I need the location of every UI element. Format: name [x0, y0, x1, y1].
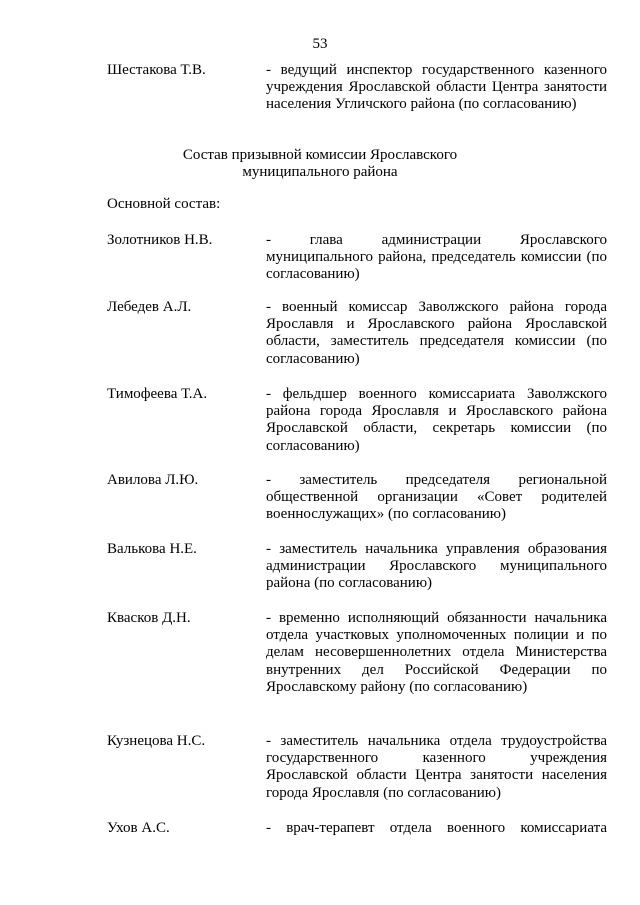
page-number: 53: [312, 36, 328, 52]
member-name: Ухов А.С.: [107, 820, 170, 836]
section-title-line-1: Состав призывной комиссии Ярославского: [182, 147, 458, 163]
member-description: - заместитель председателя региональной общественной организации «Совет родителей военнослужащих» (по согласованию): [266, 472, 607, 523]
member-name: Авилова Л.Ю.: [107, 472, 199, 488]
member-name: Шестакова Т.В.: [107, 62, 206, 78]
member-description: - заместитель начальника отдела трудоустройства государственного казенного учреждения Ярославской области Центра занятости населения города Ярославля (по согласованию): [266, 733, 607, 801]
member-name: Валькова Н.Е.: [107, 541, 197, 557]
member-name: Золотников Н.В.: [107, 232, 213, 248]
member-description: - военный комиссар Заволжского района города Ярославля и Ярославского района Ярославской области, заместитель председателя комиссии (по согласованию): [266, 299, 607, 367]
member-name: Квасков Д.Н.: [107, 610, 191, 626]
section-title-line-2: муниципального района: [242, 164, 398, 181]
main-composition-label: Основной состав:: [107, 196, 221, 212]
member-description: - врач-терапевт отдела военного комиссариата: [266, 820, 607, 836]
member-name: Кузнецова Н.С.: [107, 733, 206, 749]
member-name: Тимофеева Т.А.: [107, 386, 208, 402]
member-description: - фельдшер военного комиссариата Заволжского района города Ярославля и Ярославского района Ярославской области, секретарь комиссии (по согласованию): [266, 386, 607, 454]
section-title: [0, 147, 640, 181]
member-description: - глава администрации Ярославского муниципального района, председатель комиссии (по согласованию): [266, 232, 607, 283]
member-name: Лебедев А.Л.: [107, 299, 192, 315]
member-description: - временно исполняющий обязанности начальника отдела участковых уполномоченных полиции и по делам несовершеннолетних отдела Министерства внутренних дел Российской Федерации по Ярославскому району (по согласованию): [266, 610, 607, 695]
member-description: - заместитель начальника управления образования администрации Ярославского муниципального района (по согласованию): [266, 541, 607, 592]
member-description: - ведущий инспектор государственного казенного учреждения Ярославской области Центра занятости населения Угличского района (по согласованию): [266, 62, 607, 113]
